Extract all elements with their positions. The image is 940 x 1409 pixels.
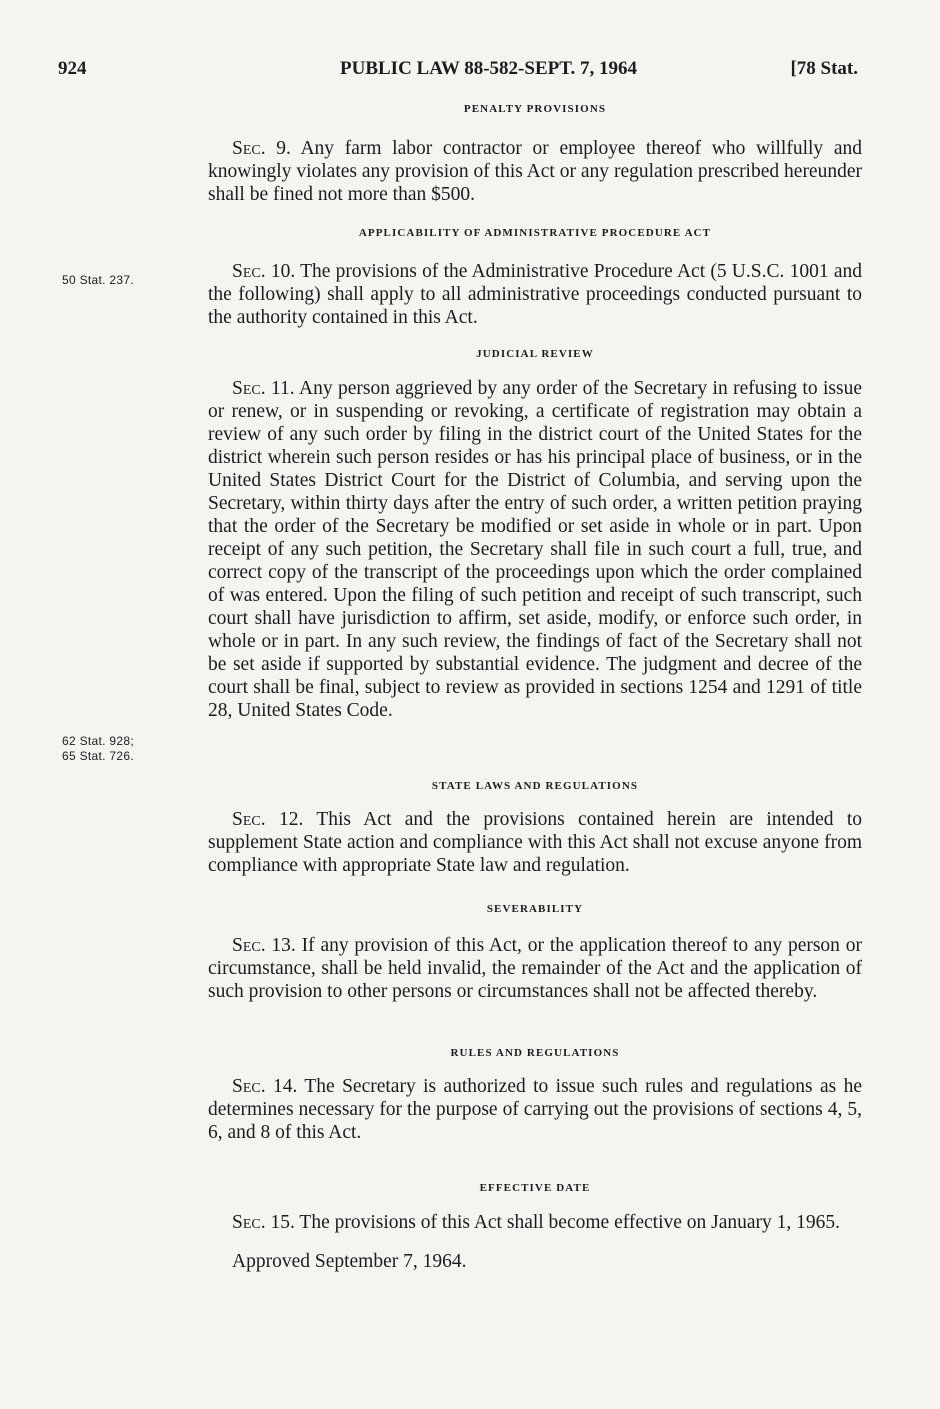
section-label: Sec. 11. bbox=[232, 378, 295, 399]
section-heading: EFFECTIVE DATE bbox=[479, 1182, 591, 1194]
running-head: PUBLIC LAW 88-582-SEPT. 7, 1964 bbox=[340, 58, 637, 79]
section-heading: APPLICABILITY OF ADMINISTRATIVE PROCEDURE ACT bbox=[358, 227, 712, 239]
section-text: The provisions of the Administrative Procedure Act (5 U.S.C. 1001 and the following) shall apply to all administrative proceedings conducted pursuant to the authority contained in this Act. bbox=[208, 261, 862, 328]
section-label: Sec. 14. bbox=[232, 1076, 298, 1097]
section-text: Any person aggrieved by any order of the Secretary in refusing to issue or renew, or in suspending or revoking, a certificate of registration may obtain a review of any such order by filing in the district court of the United States for the district wherein such person resides or has his principal place of business, or in the United States District Court for the District of Columbia, and serving upon the Secretary, within thirty days after the entry of such order, a written petition praying that the order of the Secretary be modified or set aside in whole or in part. Upon receipt of any such petition, the Secretary shall file in such court a full, true, and correct copy of the transcript of the proceedings upon which the order complained of was entered. Upon the filing of such petition and receipt of such transcript, such court shall have jurisdiction to affirm, set aside, modify, or enforce such order, in whole or in part. In any such review, the findings of fact of the Secretary shall not be set aside if supported by substantial evidence. The judgment and decree of the court shall be final, subject to review as provided in sections 1254 and 1291 of title 28, United States Code. bbox=[208, 378, 862, 721]
section-14 bbox=[208, 1075, 862, 1144]
section-text: The Secretary is authorized to issue such rules and regulations as he determines necessary for the purpose of carrying out the provisions of sections 4, 5, 6, and 8 of this Act. bbox=[208, 1076, 862, 1143]
section-label: Sec. 15. bbox=[232, 1212, 295, 1233]
section-heading: RULES AND REGULATIONS bbox=[450, 1047, 620, 1059]
section-label: Sec. 10. bbox=[232, 261, 296, 282]
section-label: Sec. 12. bbox=[232, 809, 304, 830]
section-text: This Act and the provisions contained herein are intended to supplement State action and compliance with this Act shall not excuse anyone from compliance with appropriate State law and regulation. bbox=[208, 809, 862, 876]
section-text: The provisions of this Act shall become effective on January 1, 1965. bbox=[299, 1212, 841, 1233]
section-text: If any provision of this Act, or the application thereof to any person or circumstance, shall be held invalid, the remainder of the Act and the application of such provision to other persons or circumstances shall not be affected thereby. bbox=[208, 935, 862, 1002]
section-15 bbox=[208, 1211, 862, 1234]
approval-line: Approved September 7, 1964. bbox=[232, 1251, 467, 1272]
section-13 bbox=[208, 934, 862, 1003]
section-heading: STATE LAWS AND REGULATIONS bbox=[431, 780, 639, 792]
section-text: Any farm labor contractor or employee thereof who willfully and knowingly violates any provision of this Act or any regulation prescribed hereunder shall be fined not more than $500. bbox=[208, 138, 862, 205]
section-label: Sec. 9. bbox=[232, 138, 291, 159]
section-label: Sec. 13. bbox=[232, 935, 296, 956]
section-11 bbox=[208, 377, 862, 722]
section-heading: JUDICIAL REVIEW bbox=[476, 348, 594, 360]
page-number: 924 bbox=[58, 58, 87, 79]
margin-note-62-stat: 62 Stat. 928; bbox=[62, 734, 134, 748]
margin-note-65-stat: 65 Stat. 726. bbox=[62, 749, 134, 763]
margin-note-50-stat: 50 Stat. 237. bbox=[62, 273, 134, 287]
section-12 bbox=[208, 808, 862, 877]
section-10 bbox=[208, 260, 862, 329]
section-9 bbox=[208, 137, 862, 206]
section-heading: PENALTY PROVISIONS bbox=[463, 103, 607, 115]
section-heading: SEVERABILITY bbox=[486, 903, 584, 915]
stat-reference: [78 Stat. bbox=[790, 58, 858, 79]
